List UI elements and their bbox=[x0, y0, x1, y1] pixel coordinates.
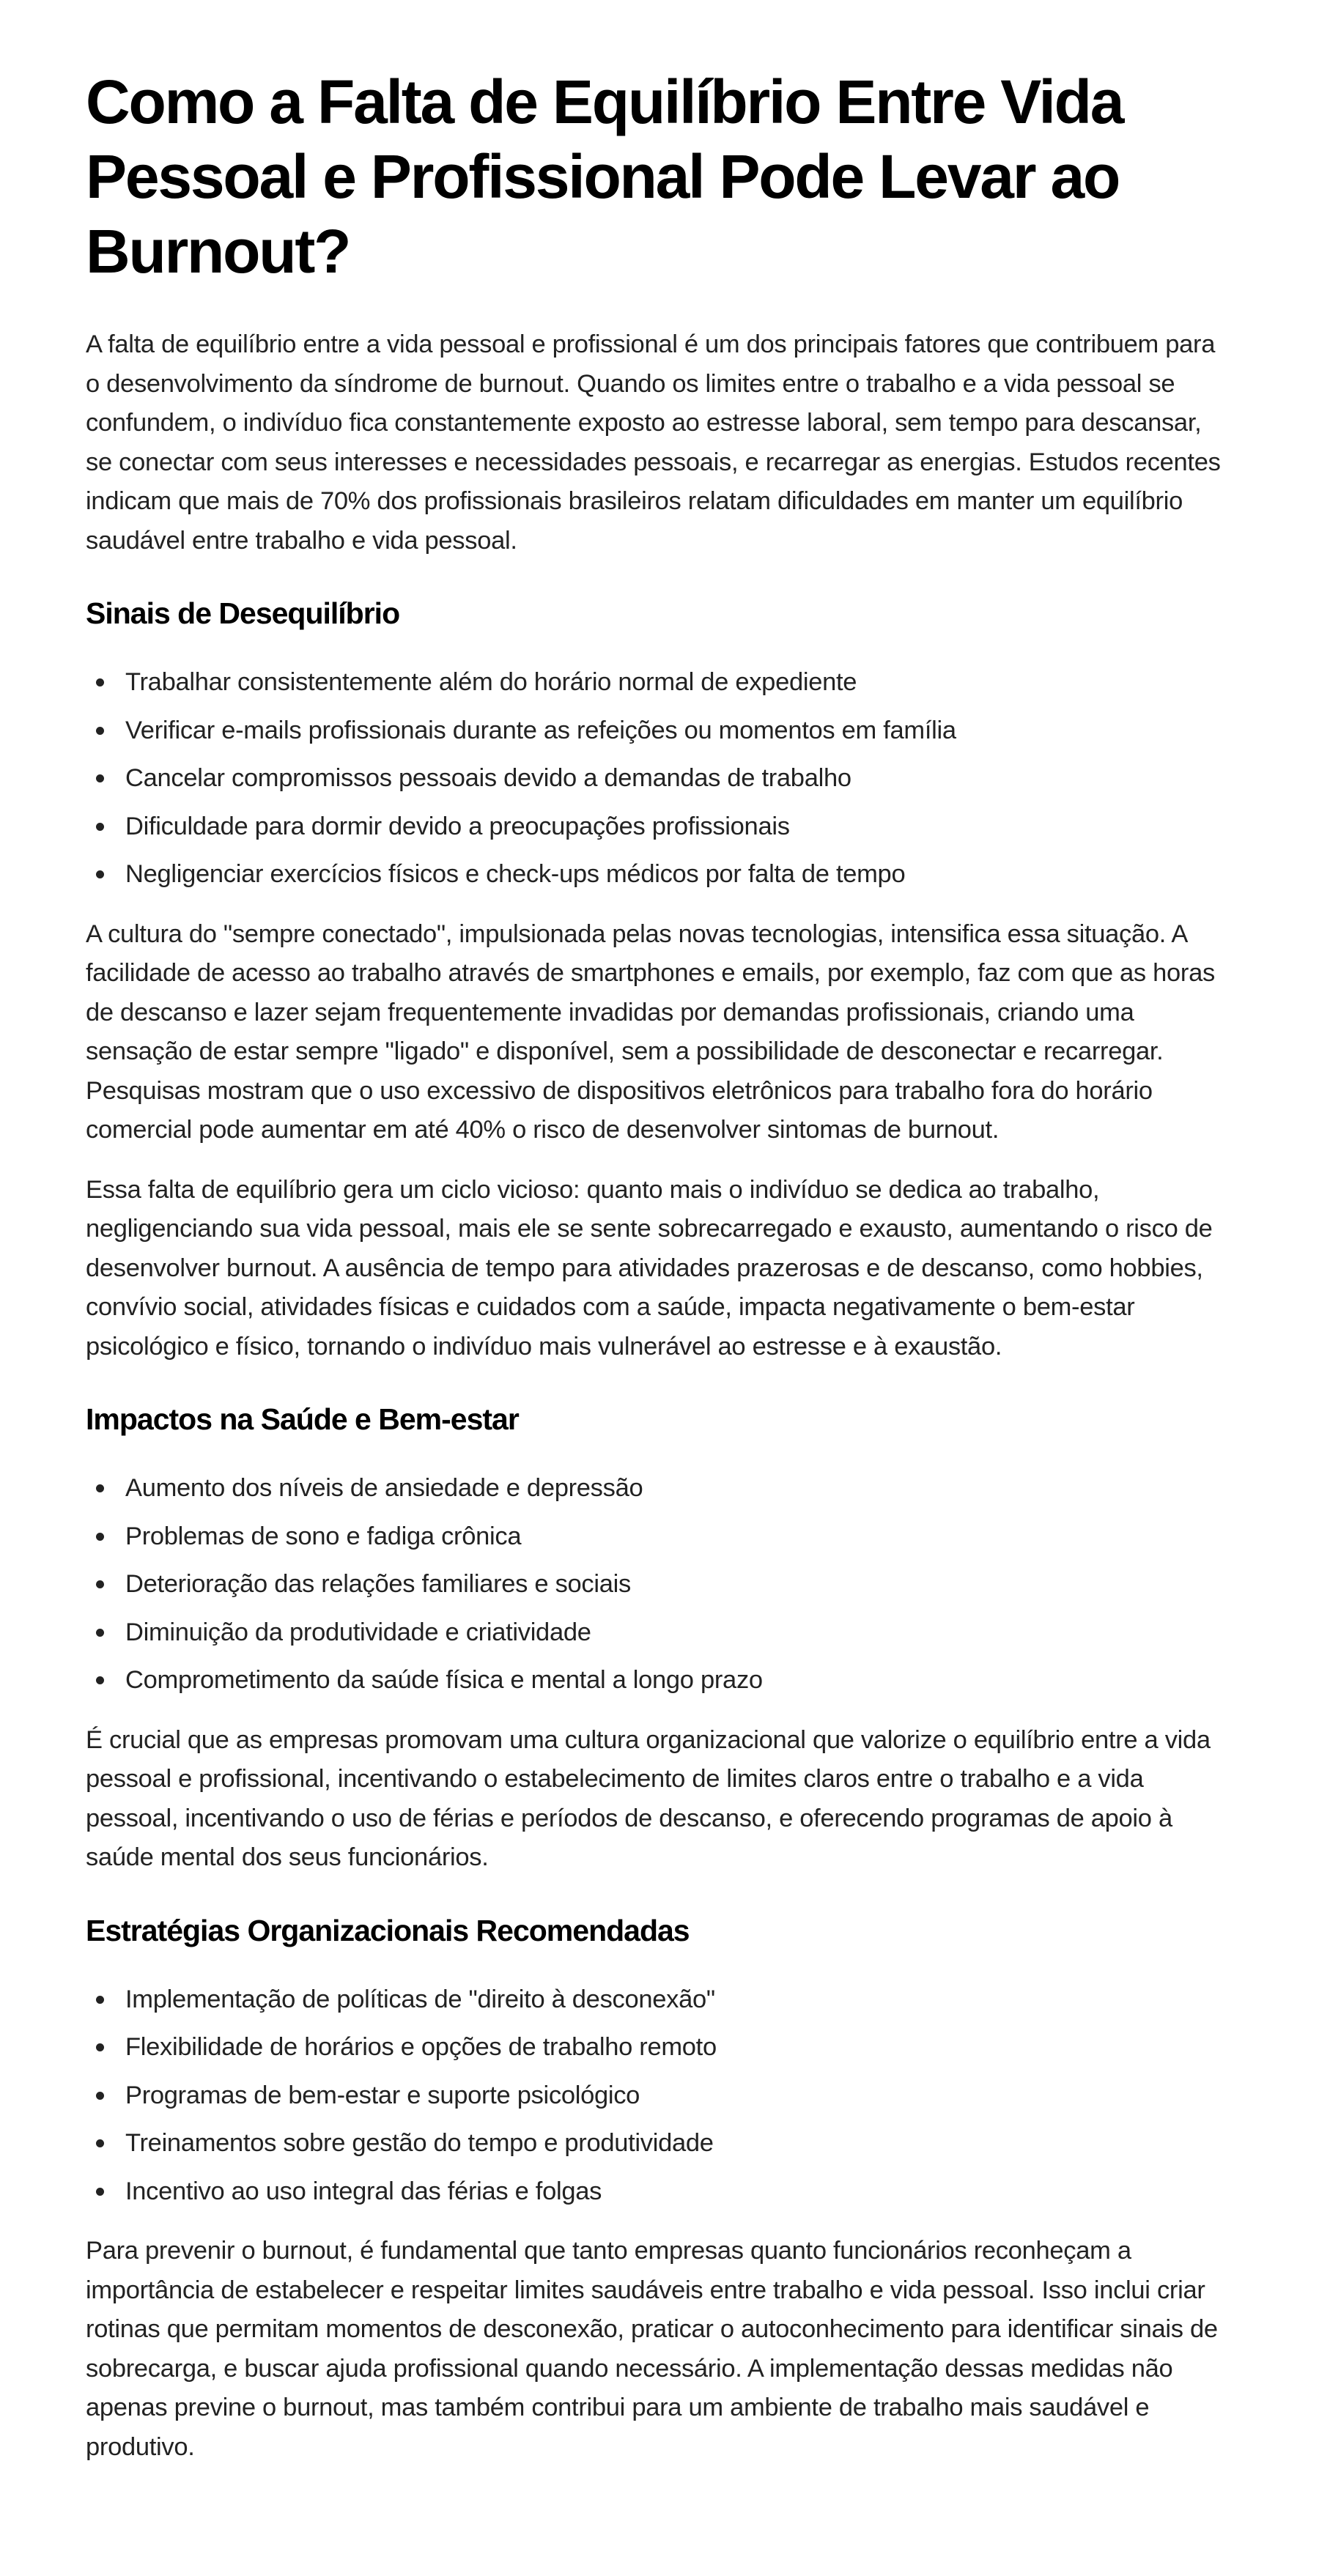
list-item bbox=[86, 711, 1233, 751]
list-item bbox=[86, 2124, 1233, 2164]
list-item bbox=[86, 855, 1233, 895]
bullet-list bbox=[86, 1469, 1233, 1700]
bullet-list bbox=[86, 1980, 1233, 2212]
section-heading: Sinais de Desequilíbrio bbox=[86, 596, 400, 630]
bullet-icon bbox=[96, 1580, 104, 1588]
bullet-icon bbox=[96, 2043, 104, 2051]
bullet-icon bbox=[96, 2139, 104, 2147]
list-item-text: Verificar e-mails profissionais durante as refeições ou momentos em família bbox=[125, 716, 956, 744]
list-item bbox=[86, 2172, 1233, 2212]
list-item bbox=[86, 1980, 1233, 2020]
list-item bbox=[86, 1565, 1233, 1605]
list-item-text: Aumento dos níveis de ansiedade e depressão bbox=[125, 1474, 643, 1502]
bullet-icon bbox=[96, 870, 104, 878]
list-item-text: Trabalhar consistentemente além do horário normal de expediente bbox=[125, 668, 857, 696]
body-paragraph: A cultura do "sempre conectado", impulsionada pelas novas tecnologias, intensifica essa situação. A facilidade de acesso ao trabalho através de smartphones e emails, por exemplo, faz com que as horas de descanso e lazer sejam frequentemente invadidas por demandas profissionais, criando uma sensação de estar sempre "ligado" e disponível, sem a possibilidade de desconectar e recarregar. Pesquisas mostram que o uso excessivo de dispositivos eletrônicos para trabalho fora do horário comercial pode aumentar em até 40% o risco de desenvolver sintomas de burnout. bbox=[86, 919, 1215, 1144]
section-organizational-strategies bbox=[86, 1911, 1233, 2468]
list-item-text: Negligenciar exercícios físicos e check-ups médicos por falta de tempo bbox=[125, 860, 906, 888]
list-item bbox=[86, 759, 1233, 799]
bullet-icon bbox=[96, 1629, 104, 1637]
bullet-icon bbox=[96, 1676, 104, 1684]
bullet-icon bbox=[96, 774, 104, 782]
list-item-text: Comprometimento da saúde física e mental a longo prazo bbox=[125, 1666, 763, 1694]
list-item bbox=[86, 1517, 1233, 1557]
section-signs-of-imbalance bbox=[86, 594, 1233, 1366]
section-heading: Estratégias Organizacionais Recomendadas bbox=[86, 1913, 690, 1947]
intro-paragraph: A falta de equilíbrio entre a vida pessoal e profissional é um dos principais fatores que contribuem para o desenvolvimento da síndrome de burnout. Quando os limites entre o trabalho e a vida pessoal se confundem, o indivíduo fica constantemente exposto ao estresse laboral, sem tempo para descansar, se conectar com seus interesses e necessidades pessoais, e recarregar as energias. Estudos recentes indicam que mais de 70% dos profissionais brasileiros relatam dificuldades em manter um equilíbrio saudável entre trabalho e vida pessoal. bbox=[86, 330, 1221, 555]
section-heading: Impactos na Saúde e Bem-estar bbox=[86, 1402, 519, 1436]
bullet-icon bbox=[96, 2188, 104, 2196]
list-item bbox=[86, 663, 1233, 703]
section-health-impacts bbox=[86, 1400, 1233, 1878]
list-item bbox=[86, 2028, 1233, 2068]
bullet-list bbox=[86, 663, 1233, 895]
bullet-icon bbox=[96, 2092, 104, 2100]
bullet-icon bbox=[96, 678, 104, 686]
conclusion-paragraph: Para prevenir o burnout, é fundamental que tanto empresas quanto funcionários reconheçam a importância de estabelecer e respeitar limites saudáveis entre trabalho e vida pessoal. Isso inclui criar rotinas que permitam momentos de desconexão, praticar o autoconhecimento para identificar sinais de sobrecarga, e buscar ajuda profissional quando necessário. A implementação dessas medidas não apenas previne o burnout, mas também contribui para um ambiente de trabalho mais saudável e produtivo. bbox=[86, 2237, 1218, 2461]
list-item-text: Flexibilidade de horários e opções de trabalho remoto bbox=[125, 2033, 717, 2061]
list-item-text: Dificuldade para dormir devido a preocupações profissionais bbox=[125, 812, 790, 840]
list-item-text: Treinamentos sobre gestão do tempo e produtividade bbox=[125, 2129, 714, 2157]
list-item-text: Cancelar compromissos pessoais devido a demandas de trabalho bbox=[125, 764, 851, 792]
bullet-icon bbox=[96, 1533, 104, 1541]
list-item bbox=[86, 1469, 1233, 1509]
list-item bbox=[86, 1661, 1233, 1700]
list-item-text: Problemas de sono e fadiga crônica bbox=[125, 1522, 522, 1550]
list-item bbox=[86, 807, 1233, 847]
list-item bbox=[86, 2076, 1233, 2116]
bullet-icon bbox=[96, 823, 104, 831]
article-title: Como a Falta de Equilíbrio Entre Vida Pessoal e Profissional Pode Levar ao Burnout? bbox=[86, 67, 1123, 286]
bullet-icon bbox=[96, 727, 104, 735]
list-item-text: Diminuição da produtividade e criatividade bbox=[125, 1618, 591, 1646]
list-item-text: Incentivo ao uso integral das férias e folgas bbox=[125, 2177, 602, 2205]
list-item-text: Implementação de políticas de "direito à desconexão" bbox=[125, 1985, 715, 2013]
body-paragraph: Essa falta de equilíbrio gera um ciclo vicioso: quanto mais o indivíduo se dedica ao trabalho, negligenciando sua vida pessoal, mais ele se sente sobrecarregado e exausto, aumentando o risco de desenvolver burnout. A ausência de tempo para atividades prazerosas e de descanso, como hobbies, convívio social, atividades físicas e cuidados com a saúde, impacta negativamente o bem-estar psicológico e físico, tornando o indivíduo mais vulnerável ao estresse e à exaustão. bbox=[86, 1175, 1213, 1361]
bullet-icon bbox=[96, 1996, 104, 2004]
list-item-text: Deterioração das relações familiares e sociais bbox=[125, 1570, 631, 1598]
bullet-icon bbox=[96, 1484, 104, 1492]
list-item bbox=[86, 1613, 1233, 1653]
list-item-text: Programas de bem-estar e suporte psicológico bbox=[125, 2081, 640, 2109]
body-paragraph: É crucial que as empresas promovam uma cultura organizacional que valorize o equilíbrio entre a vida pessoal e profissional, incentivando o estabelecimento de limites claros entre o trabalho e a vida pessoal, incentivando o uso de férias e períodos de descanso, e oferecendo programas de apoio à saúde mental dos seus funcionários. bbox=[86, 1725, 1211, 1871]
